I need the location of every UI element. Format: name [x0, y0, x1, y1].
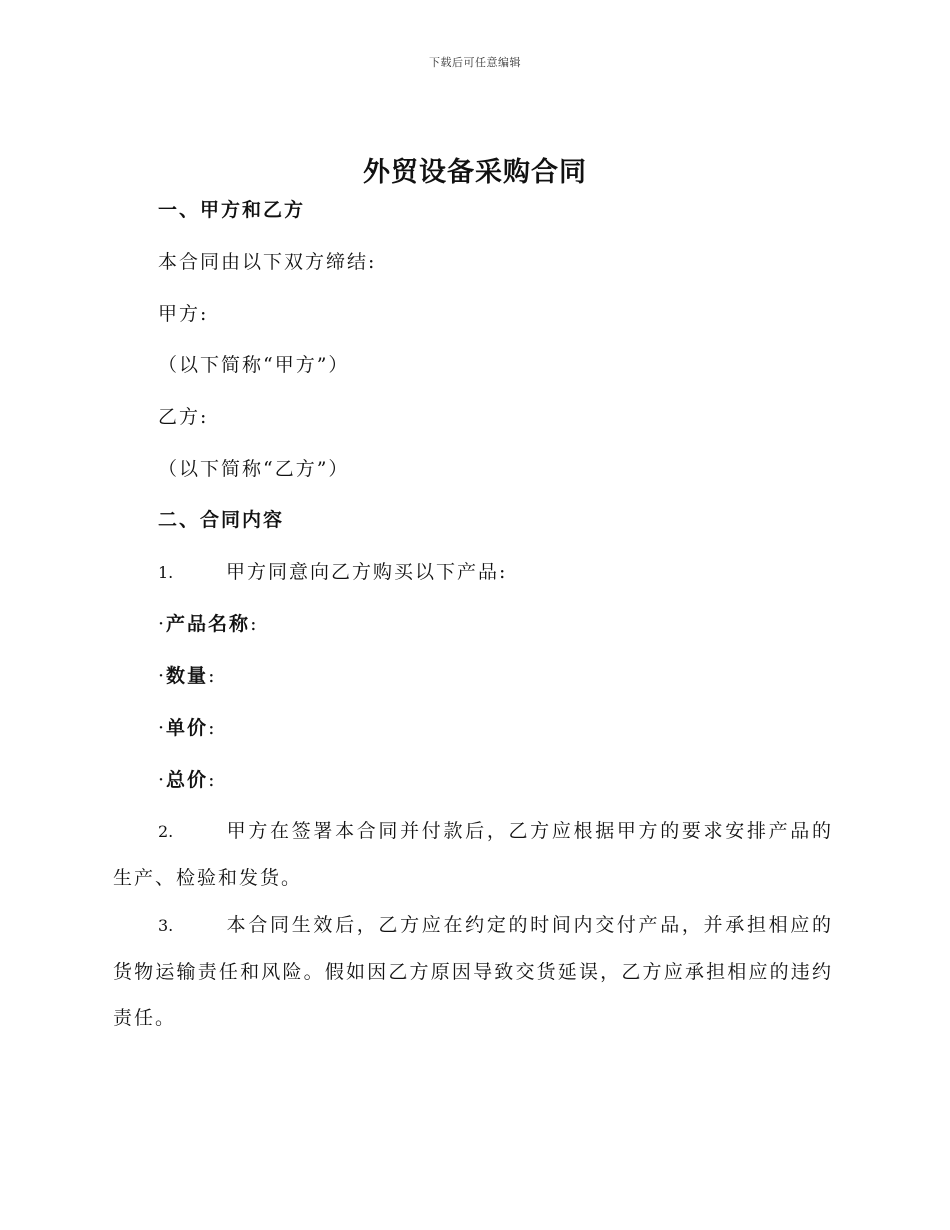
bullet-unit-price	[158, 716, 216, 740]
bullet-colon: :	[208, 769, 217, 791]
item2-number: 2.	[158, 822, 174, 841]
party-b-label: 乙方:	[158, 406, 209, 428]
item2-text: 甲方在签署本合同并付款后，乙方应根据甲方的要求安排产品的生产、检验和发货。	[113, 820, 833, 889]
bullet-product-name	[158, 612, 258, 636]
bullet-label: 数量	[166, 665, 209, 687]
header-note: 下载后可任意编辑	[429, 56, 521, 69]
bullet-marker: ·	[158, 717, 167, 739]
bullet-label: 总价	[166, 769, 209, 791]
item1-text: 甲方同意向乙方购买以下产品:	[226, 561, 508, 583]
section2-heading: 二、合同内容	[158, 509, 285, 531]
item2	[113, 808, 833, 901]
party-a-label: 甲方:	[158, 303, 209, 325]
item1	[158, 560, 507, 585]
bullet-colon: :	[208, 665, 217, 687]
bullet-label: 单价	[166, 717, 209, 739]
section1-heading: 一、甲方和乙方	[158, 199, 306, 221]
bullet-marker: ·	[158, 665, 167, 687]
party-a-alias: （以下简称“甲方”）	[158, 354, 350, 376]
section1-intro: 本合同由以下双方缔结:	[158, 251, 377, 273]
bullet-marker: ·	[158, 769, 167, 791]
bullet-quantity	[158, 664, 216, 688]
bullet-colon: :	[250, 613, 259, 635]
party-b-alias: （以下简称“乙方”）	[158, 458, 350, 480]
item1-number: 1.	[158, 563, 174, 582]
bullet-colon: :	[208, 717, 217, 739]
bullet-total-price	[158, 768, 216, 792]
document-title: 外贸设备采购合同	[363, 157, 587, 188]
item3-number: 3.	[158, 916, 174, 935]
bullet-label: 产品名称	[166, 613, 251, 635]
item3	[113, 902, 833, 1041]
item3-text: 本合同生效后，乙方应在约定的时间内交付产品，并承担相应的货物运输责任和风险。假如因乙方原因导致交货延误，乙方应承担相应的违约责任。	[113, 914, 833, 1029]
bullet-marker: ·	[158, 613, 167, 635]
